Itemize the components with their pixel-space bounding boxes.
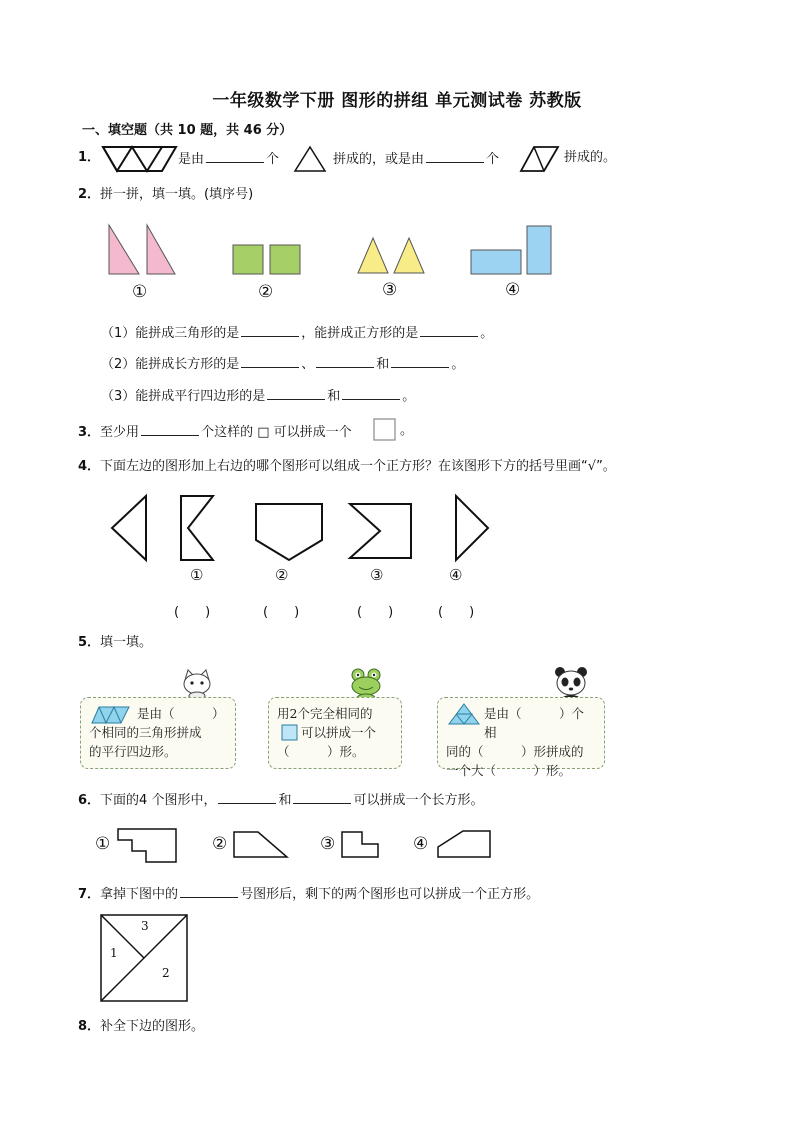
answer-paren[interactable]: ( ) [357, 605, 394, 620]
square-puzzle-figures [108, 494, 528, 564]
q2-sub-1: （1）能拼成三角形的是 ，能拼成正方形的是 。 [101, 322, 493, 341]
label-4: ④ [505, 280, 521, 300]
section-heading: 一、填空题（共 10 题，共 46 分） [82, 123, 293, 138]
question-5: 5．填一填。 [78, 635, 153, 650]
answer-blank[interactable] [141, 422, 199, 436]
question-7: 7．拿掉下图中的 号图形后，剩下的两个图形也可以拼成一个正方形。 [78, 884, 539, 904]
rectangle-pieces-figures [116, 827, 496, 865]
answer-blank[interactable] [420, 323, 478, 337]
answer-blank[interactable] [316, 354, 374, 368]
blue-rectangles-figure [468, 224, 558, 279]
parallelogram-icon [520, 146, 560, 172]
answer-blank[interactable] [180, 884, 238, 898]
card-big-triangle: 是由（ ）个相 同的（ ）形拼成的 一个大（ ）形。 [437, 697, 605, 769]
label-3: ③ [382, 280, 398, 300]
answer-blank[interactable] [218, 790, 276, 804]
triangle-icon [294, 146, 326, 172]
question-1 [78, 149, 100, 167]
label-1: ① [132, 282, 148, 302]
pink-right-triangles-figure [105, 222, 180, 277]
answer-paren[interactable]: ( ) [438, 605, 475, 620]
answer-blank[interactable] [241, 323, 299, 337]
q2-sub-3: （3）能拼成平行四边形的是 和 。 [101, 385, 415, 404]
card-parallelogram: 是由（ ） 个相同的三角形拼成 的平行四边形。 [80, 697, 236, 769]
answer-paren[interactable]: ( ) [263, 605, 300, 620]
triangle-strip-figure [102, 146, 178, 172]
answer-blank[interactable] [391, 354, 449, 368]
big-square-icon [373, 418, 397, 442]
green-squares-figure [230, 243, 305, 276]
question-6: 6．下面的4 个图形中， 和 可以拼成一个长方形。 [78, 790, 483, 810]
card-square: 用2个完全相同的 可以拼成一个 （ ）形。 [268, 697, 402, 769]
answer-blank[interactable] [267, 386, 325, 400]
yellow-triangles-figure [354, 236, 429, 276]
question-4: 4．下面左边的图形加上右边的哪个图形可以组成一个正方形？在该图形下方的括号里画“√”。 [78, 459, 616, 474]
page-title: 一年级数学下册 图形的拼组 单元测试卷 苏教版 [212, 91, 582, 111]
question-8: 8．补全下边的图形。 [78, 1019, 205, 1034]
q2-sub-2: （2）能拼成长方形的是 、 和 。 [101, 353, 464, 372]
blue-square-icon [281, 724, 299, 742]
answer-blank[interactable] [342, 386, 400, 400]
question-3: 3．至少用 个这样的 □ 可以拼成一个 [78, 422, 352, 442]
answer-blank[interactable] [241, 354, 299, 368]
cat-icon [180, 668, 214, 700]
answer-blank[interactable] [426, 149, 484, 163]
parallelogram-triangles-icon [91, 706, 131, 724]
label-2: ② [258, 282, 274, 302]
question-number: 1． [78, 150, 101, 165]
answer-paren[interactable]: ( ) [174, 605, 211, 620]
question-2: 2．拼一拼，填一填。(填序号) [78, 187, 254, 202]
answer-blank[interactable] [206, 149, 264, 163]
answer-blank[interactable] [293, 790, 351, 804]
big-triangle-icon [448, 703, 482, 725]
